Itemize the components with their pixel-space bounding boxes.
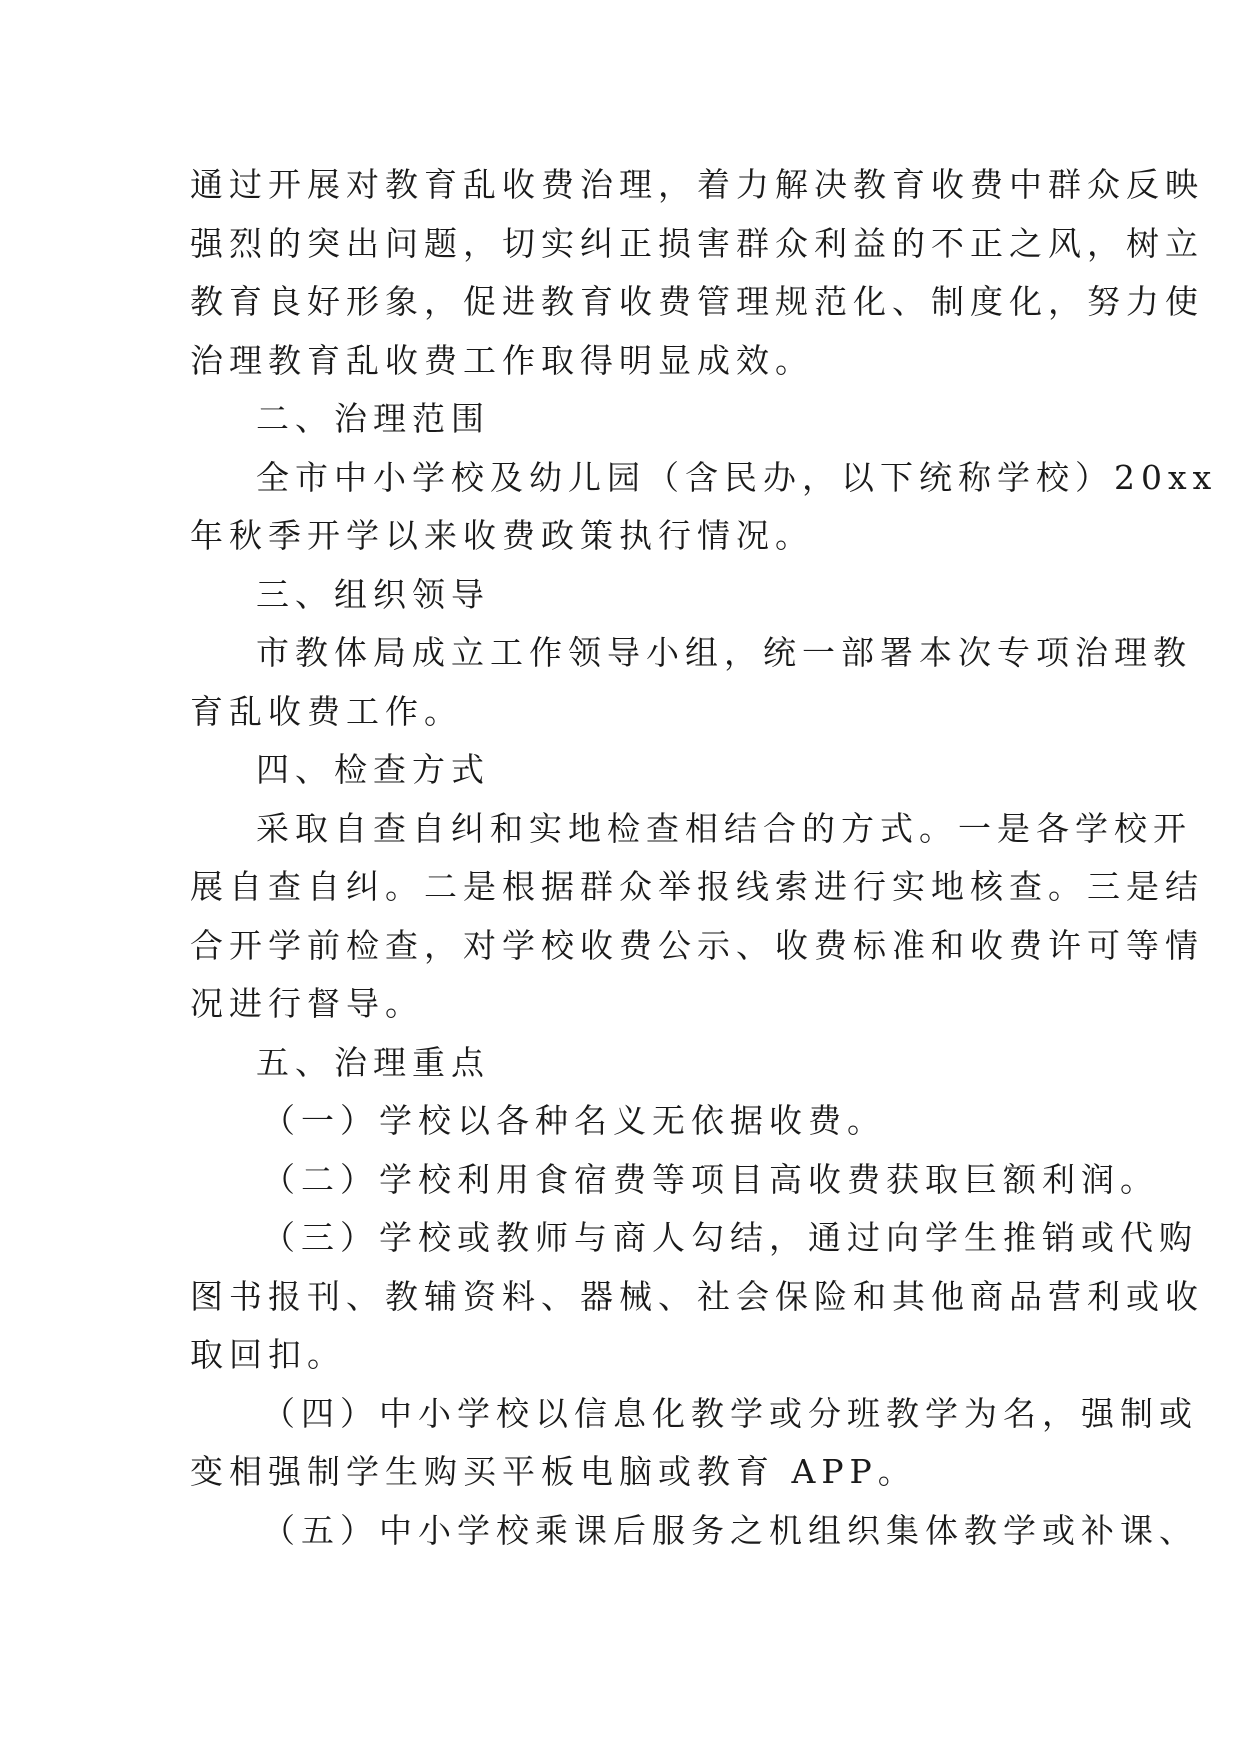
text-line: 通过开展对教育乱收费治理，着力解决教育收费中群众反映: [190, 165, 1204, 204]
list-item: （四）中小学校以信息化教学或分班教学为名，强制或: [262, 1393, 1198, 1433]
text-line: 取回扣。: [190, 1335, 346, 1374]
text-line: 变相强制学生购买平板电脑或教育 APP。: [190, 1452, 917, 1491]
list-item: （一）学校以各种名义无依据收费。: [262, 1101, 886, 1140]
text-line: 合开学前检查，对学校收费公示、收费标准和收费许可等情: [190, 925, 1204, 965]
text-line: 展自查自纠。二是根据群众举报线索进行实地核查。三是结: [190, 867, 1204, 906]
section-heading: 四、检查方式: [256, 750, 490, 789]
text-line: 年秋季开学以来收费政策执行情况。: [190, 516, 814, 555]
text-line: 教育良好形象，促进教育收费管理规范化、制度化，努力使: [190, 282, 1204, 321]
section-heading: 三、组织领导: [256, 574, 490, 614]
list-item: （三）学校或教师与商人勾结，通过向学生推销或代购: [262, 1218, 1198, 1257]
text-line: 全市中小学校及幼儿园（含民办，以下统称学校）20xx: [256, 457, 1218, 497]
text-line: 图书报刊、教辅资料、器械、社会保险和其他商品营利或收: [190, 1276, 1204, 1316]
text-line: 采取自查自纠和实地检查相结合的方式。一是各学校开: [256, 808, 1192, 848]
text-line: 治理教育乱收费工作取得明显成效。: [190, 340, 814, 380]
text-line: 育乱收费工作。: [190, 691, 463, 731]
list-item: （二）学校利用食宿费等项目高收费获取巨额利润。: [262, 1159, 1159, 1199]
section-heading: 二、治理范围: [256, 399, 490, 438]
text-line: 况进行督导。: [190, 984, 424, 1023]
text-line: 强烈的突出问题，切实纠正损害群众利益的不正之风，树立: [190, 223, 1204, 263]
list-item: （五）中小学校乘课后服务之机组织集体教学或补课、: [262, 1510, 1198, 1550]
text-line: 市教体局成立工作领导小组，统一部署本次专项治理教: [256, 633, 1192, 672]
document-body: [190, 156, 1218, 1560]
section-heading: 五、治理重点: [256, 1042, 490, 1082]
